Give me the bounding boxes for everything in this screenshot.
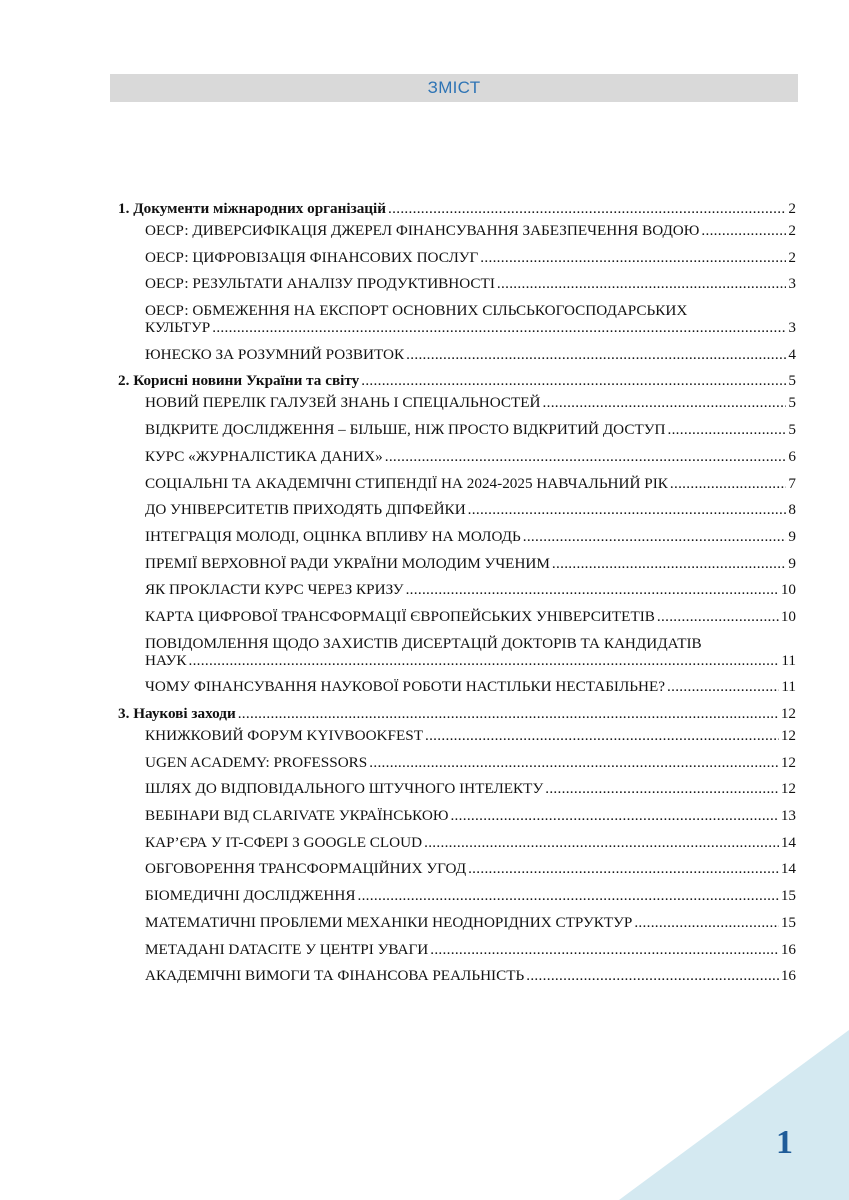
toc-entry-label: НАУК [145, 651, 187, 669]
toc-page-number: 5 [788, 394, 796, 412]
toc-entry-label: ОБГОВОРЕННЯ ТРАНСФОРМАЦІЙНИХ УГОД [145, 860, 467, 878]
toc-entry-label: ЮНЕСКО ЗА РОЗУМНИЙ РОЗВИТОК [145, 345, 405, 363]
toc-item-entry[interactable] [110, 678, 796, 695]
toc-item-entry[interactable] [110, 249, 796, 266]
toc-item-entry[interactable] [110, 967, 796, 984]
toc-entry-label: 1. Документи міжнародних організацій [118, 200, 387, 217]
toc-page-number: 13 [780, 807, 796, 825]
toc-entry-label-line1: ПОВІДОМЛЕННЯ ЩОДО ЗАХИСТІВ ДИСЕРТАЦІЙ ДОКТОРІВ ТА КАНДИДАТІВ [145, 634, 702, 652]
toc-entry-label: МЕТАДАНІ DATACITE У ЦЕНТРІ УВАГИ [145, 940, 429, 958]
toc-page-number: 12 [780, 727, 796, 744]
toc-dot-leader [543, 394, 787, 411]
toc-page-number: 15 [780, 913, 796, 931]
toc-item-entry[interactable] [110, 275, 796, 292]
toc-item-entry[interactable] [110, 914, 796, 931]
toc-dot-leader [424, 834, 779, 851]
toc-page-number: 9 [788, 527, 796, 545]
toc-entry-label: 2. Корисні новини України та світу [118, 372, 360, 390]
toc-entry-label: ШЛЯХ ДО ВІДПОВІДАЛЬНОГО ШТУЧНОГО ІНТЕЛЕКТУ [145, 780, 544, 798]
toc-entry-label: КУРС «ЖУРНАЛІСТИКА ДАНИХ» [145, 447, 383, 465]
toc-dot-leader [450, 807, 778, 824]
toc-section-entry[interactable] [110, 372, 796, 389]
toc-entry-label: ОЕСР: ДИВЕРСИФІКАЦІЯ ДЖЕРЕЛ ФІНАНСУВАННЯ ЗАБЕЗПЕЧЕННЯ ВОДОЮ [145, 222, 700, 239]
toc-entry-label: НОВИЙ ПЕРЕЛІК ГАЛУЗЕЙ ЗНАНЬ І СПЕЦІАЛЬНОСТЕЙ [145, 394, 541, 412]
toc-entry-label: БІОМЕДИЧНІ ДОСЛІДЖЕННЯ [145, 887, 356, 905]
toc-page-number: 16 [780, 940, 796, 958]
toc-title: ЗМІСТ [427, 78, 481, 97]
toc-item-entry[interactable] [110, 780, 796, 797]
toc-dot-leader [406, 346, 786, 363]
toc-page-number: 12 [780, 753, 796, 771]
toc-entry-label: ІНТЕГРАЦІЯ МОЛОДІ, ОЦІНКА ВПЛИВУ НА МОЛОДЬ [145, 527, 521, 545]
toc-dot-leader [526, 967, 779, 984]
toc-dot-leader [406, 581, 779, 598]
toc-page-number: 10 [780, 607, 796, 625]
toc-entry-label: ДО УНІВЕРСИТЕТІВ ПРИХОДЯТЬ ДІПФЕЙКИ [145, 501, 466, 519]
toc-dot-leader [468, 501, 787, 518]
toc-section-entry[interactable] [110, 705, 796, 722]
toc-page-number: 11 [781, 678, 796, 696]
toc-entry-label: КАРТА ЦИФРОВОЇ ТРАНСФОРМАЦІЇ ЄВРОПЕЙСЬКИХ УНІВЕРСИТЕТІВ [145, 607, 655, 625]
toc-header-bar [110, 74, 798, 102]
toc-page-number: 12 [780, 705, 796, 722]
toc-page-number: 5 [788, 372, 796, 390]
toc-dot-leader [667, 421, 786, 438]
table-of-contents [110, 200, 796, 994]
toc-dot-leader [188, 652, 779, 669]
toc-page-number: 3 [788, 319, 796, 337]
toc-entry-label: ОЕСР: РЕЗУЛЬТАТИ АНАЛІЗУ ПРОДУКТИВНОСТІ [145, 275, 495, 293]
page-number: 1 [776, 1124, 793, 1161]
toc-item-entry[interactable] [110, 887, 796, 904]
toc-item-entry[interactable] [110, 608, 796, 625]
toc-dot-leader [552, 555, 787, 572]
toc-item-entry[interactable] [110, 448, 796, 465]
toc-entry-label: КАР’ЄРА У IT-СФЕРІ З GOOGLE CLOUD [145, 833, 423, 851]
toc-item-entry[interactable] [110, 222, 796, 239]
toc-page-number: 10 [780, 581, 796, 599]
toc-item-entry[interactable] [110, 475, 796, 492]
toc-entry-label: ОЕСР: ЦИФРОВІЗАЦІЯ ФІНАНСОВИХ ПОСЛУГ [145, 248, 479, 266]
toc-page-number: 2 [788, 222, 796, 239]
corner-decoration [609, 1030, 849, 1200]
toc-dot-leader [425, 727, 779, 744]
toc-dot-leader [634, 914, 779, 931]
toc-entry-label: КНИЖКОВИЙ ФОРУМ KYIVBOOKFEST [145, 727, 423, 744]
toc-dot-leader [497, 275, 787, 292]
toc-entry-label: ЧОМУ ФІНАНСУВАННЯ НАУКОВОЇ РОБОТИ НАСТІЛЬКИ НЕСТАБІЛЬНЕ? [145, 678, 665, 696]
toc-page-number: 14 [780, 860, 796, 878]
toc-item-entry[interactable] [110, 727, 796, 744]
toc-page-number: 16 [780, 967, 796, 985]
toc-item-entry[interactable] [110, 754, 796, 771]
toc-page-number: 3 [788, 275, 796, 293]
toc-item-entry[interactable] [110, 394, 796, 411]
toc-item-entry[interactable] [110, 302, 796, 336]
toc-item-entry[interactable] [110, 635, 796, 669]
toc-page-number: 4 [788, 345, 796, 363]
toc-dot-leader [545, 780, 779, 797]
toc-dot-leader [523, 528, 787, 545]
toc-entry-label: КУЛЬТУР [145, 319, 211, 337]
toc-section-entry[interactable] [110, 200, 796, 217]
toc-dot-leader [670, 475, 787, 492]
toc-dot-leader [657, 608, 779, 625]
toc-dot-leader [480, 249, 786, 266]
toc-dot-leader [212, 319, 786, 336]
toc-page-number: 11 [781, 651, 796, 669]
toc-page-number: 5 [788, 421, 796, 439]
toc-entry-label: ЯК ПРОКЛАСТИ КУРС ЧЕРЕЗ КРИЗУ [145, 581, 404, 599]
toc-dot-leader [369, 754, 779, 771]
toc-entry-label: UGEN ACADEMY: PROFESSORS [145, 753, 368, 771]
toc-dot-leader [430, 941, 779, 958]
toc-page-number: 8 [788, 501, 796, 519]
toc-entry-label: МАТЕМАТИЧНІ ПРОБЛЕМИ МЕХАНІКИ НЕОДНОРІДНИХ СТРУКТУР [145, 913, 633, 931]
toc-dot-leader [468, 860, 779, 877]
toc-page-number: 2 [788, 200, 796, 217]
toc-page-number: 9 [788, 554, 796, 572]
toc-item-entry[interactable] [110, 941, 796, 958]
toc-dot-leader [388, 200, 786, 217]
toc-page-number: 15 [780, 887, 796, 905]
toc-page-number: 2 [788, 248, 796, 266]
toc-item-entry[interactable] [110, 528, 796, 545]
toc-page-number: 6 [788, 447, 796, 465]
toc-item-entry[interactable] [110, 581, 796, 598]
toc-page-number: 14 [780, 833, 796, 851]
toc-entry-label: ВЕБІНАРИ ВІД CLARIVATE УКРАЇНСЬКОЮ [145, 807, 449, 825]
toc-page-number: 12 [780, 780, 796, 798]
toc-dot-leader [385, 448, 787, 465]
toc-dot-leader [238, 705, 779, 722]
toc-item-entry[interactable] [110, 346, 796, 363]
toc-entry-label: АКАДЕМІЧНІ ВИМОГИ ТА ФІНАНСОВА РЕАЛЬНІСТЬ [145, 967, 525, 985]
toc-entry-label: ВІДКРИТЕ ДОСЛІДЖЕННЯ – БІЛЬШЕ, НІЖ ПРОСТО ВІДКРИТИЙ ДОСТУП [145, 421, 666, 439]
toc-item-entry[interactable] [110, 834, 796, 851]
toc-item-entry[interactable] [110, 421, 796, 438]
toc-dot-leader [667, 678, 779, 695]
toc-item-entry[interactable] [110, 807, 796, 824]
toc-entry-label-line1: ОЕСР: ОБМЕЖЕННЯ НА ЕКСПОРТ ОСНОВНИХ СІЛЬСЬКОГОСПОДАРСЬКИХ [145, 302, 688, 320]
toc-page-number: 7 [788, 474, 796, 492]
toc-entry-label: 3. Наукові заходи [118, 705, 236, 722]
toc-entry-label: СОЦІАЛЬНІ ТА АКАДЕМІЧНІ СТИПЕНДІЇ НА 2024-2025 НАВЧАЛЬНИЙ РІК [145, 474, 668, 492]
toc-dot-leader [701, 222, 786, 239]
toc-dot-leader [357, 887, 778, 904]
toc-item-entry[interactable] [110, 501, 796, 518]
toc-entry-label: ПРЕМІЇ ВЕРХОВНОЇ РАДИ УКРАЇНИ МОЛОДИМ УЧЕНИМ [145, 554, 550, 572]
toc-item-entry[interactable] [110, 555, 796, 572]
toc-item-entry[interactable] [110, 860, 796, 877]
toc-dot-leader [361, 372, 786, 389]
